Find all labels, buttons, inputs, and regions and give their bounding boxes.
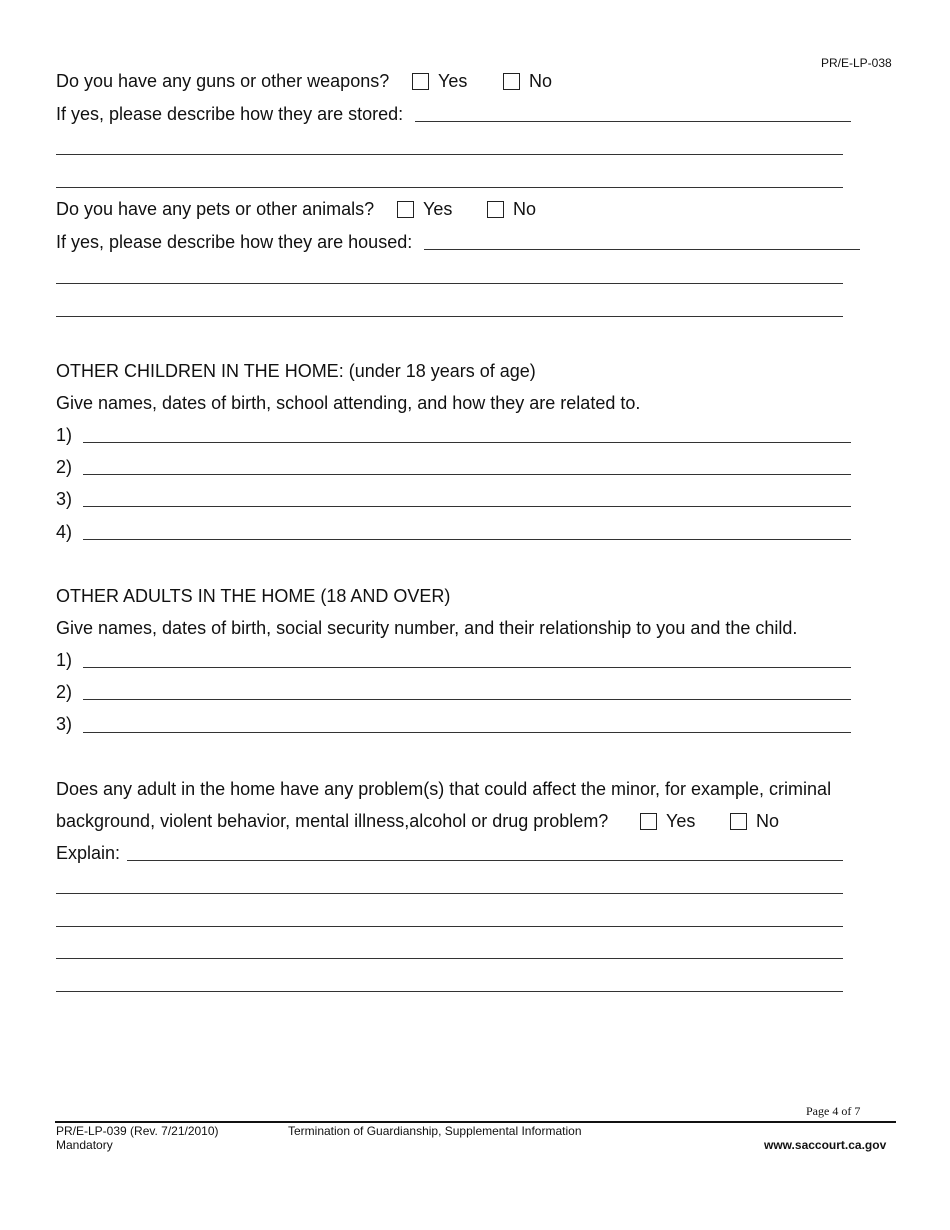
explain-field[interactable] <box>127 860 843 861</box>
problems-yes-checkbox[interactable] <box>640 813 657 830</box>
pets-no-label: No <box>513 199 537 219</box>
children-entry-field[interactable] <box>83 506 851 507</box>
pets-yes-checkbox[interactable] <box>397 201 414 218</box>
explain-field-line[interactable] <box>56 958 843 959</box>
explain-field-line[interactable] <box>56 926 843 927</box>
adults-number: 1) <box>56 650 73 670</box>
adults-number: 3) <box>56 714 73 734</box>
problems-question-line1: Does any adult in the home have any problem(s) that could affect the minor, for example, criminal <box>56 779 832 799</box>
pets-yes-option[interactable] <box>397 198 452 220</box>
children-number: 4) <box>56 522 73 542</box>
adults-entry-field[interactable] <box>83 699 851 700</box>
adults-entry-field[interactable] <box>83 667 851 668</box>
weapons-question-row <box>56 70 389 92</box>
footer-form-title: Termination of Guardianship, Supplemental Information <box>288 1124 582 1138</box>
weapons-yes-checkbox[interactable] <box>412 73 429 90</box>
weapons-storage-field-line[interactable] <box>56 187 843 188</box>
weapons-no-label: No <box>529 71 553 91</box>
footer-mandatory: Mandatory <box>56 1138 113 1152</box>
weapons-storage-field[interactable] <box>415 121 851 122</box>
children-entry-field[interactable] <box>83 474 851 475</box>
weapons-no-checkbox[interactable] <box>503 73 520 90</box>
pets-followup: If yes, please describe how they are housed: <box>56 232 413 252</box>
weapons-yes-label: Yes <box>438 71 468 91</box>
weapons-yes-option[interactable] <box>412 70 467 92</box>
children-entry-field[interactable] <box>83 442 851 443</box>
weapons-no-option[interactable] <box>503 70 552 92</box>
explain-label: Explain: <box>56 843 121 863</box>
page-number: Page 4 of 7 <box>806 1104 861 1118</box>
pets-no-checkbox[interactable] <box>487 201 504 218</box>
pets-housing-field-line[interactable] <box>56 283 843 284</box>
problems-no-checkbox[interactable] <box>730 813 747 830</box>
form-id-header: PR/E-LP-038 <box>821 56 892 70</box>
problems-no-label: No <box>756 811 780 831</box>
problems-no-option[interactable] <box>730 810 779 832</box>
adults-entry-field[interactable] <box>83 732 851 733</box>
footer-divider <box>55 1121 896 1123</box>
children-number: 1) <box>56 425 73 445</box>
weapons-question: Do you have any guns or other weapons? <box>56 71 390 91</box>
problems-yes-option[interactable] <box>640 810 695 832</box>
adults-instruction: Give names, dates of birth, social security number, and their relationship to you and the child. <box>56 618 798 638</box>
explain-field-line[interactable] <box>56 893 843 894</box>
footer-website[interactable]: www.saccourt.ca.gov <box>764 1138 887 1152</box>
pets-housing-field[interactable] <box>424 249 860 250</box>
children-number: 2) <box>56 457 73 477</box>
weapons-storage-field-line[interactable] <box>56 154 843 155</box>
problems-yes-label: Yes <box>666 811 696 831</box>
pets-yes-label: Yes <box>423 199 453 219</box>
children-instruction: Give names, dates of birth, school attending, and how they are related to. <box>56 393 641 413</box>
children-heading: OTHER CHILDREN IN THE HOME: (under 18 years of age) <box>56 361 536 381</box>
explain-field-line[interactable] <box>56 991 843 992</box>
children-number: 3) <box>56 489 73 509</box>
problems-question-line2: background, violent behavior, mental illness,alcohol or drug problem? <box>56 811 609 831</box>
footer-form-number: PR/E-LP-039 (Rev. 7/21/2010) <box>56 1124 219 1138</box>
pets-question: Do you have any pets or other animals? <box>56 199 375 219</box>
pets-housing-field-line[interactable] <box>56 316 843 317</box>
adults-heading: OTHER ADULTS IN THE HOME (18 AND OVER) <box>56 586 451 606</box>
children-entry-field[interactable] <box>83 539 851 540</box>
weapons-followup: If yes, please describe how they are stored: <box>56 104 404 124</box>
adults-number: 2) <box>56 682 73 702</box>
pets-no-option[interactable] <box>487 198 536 220</box>
